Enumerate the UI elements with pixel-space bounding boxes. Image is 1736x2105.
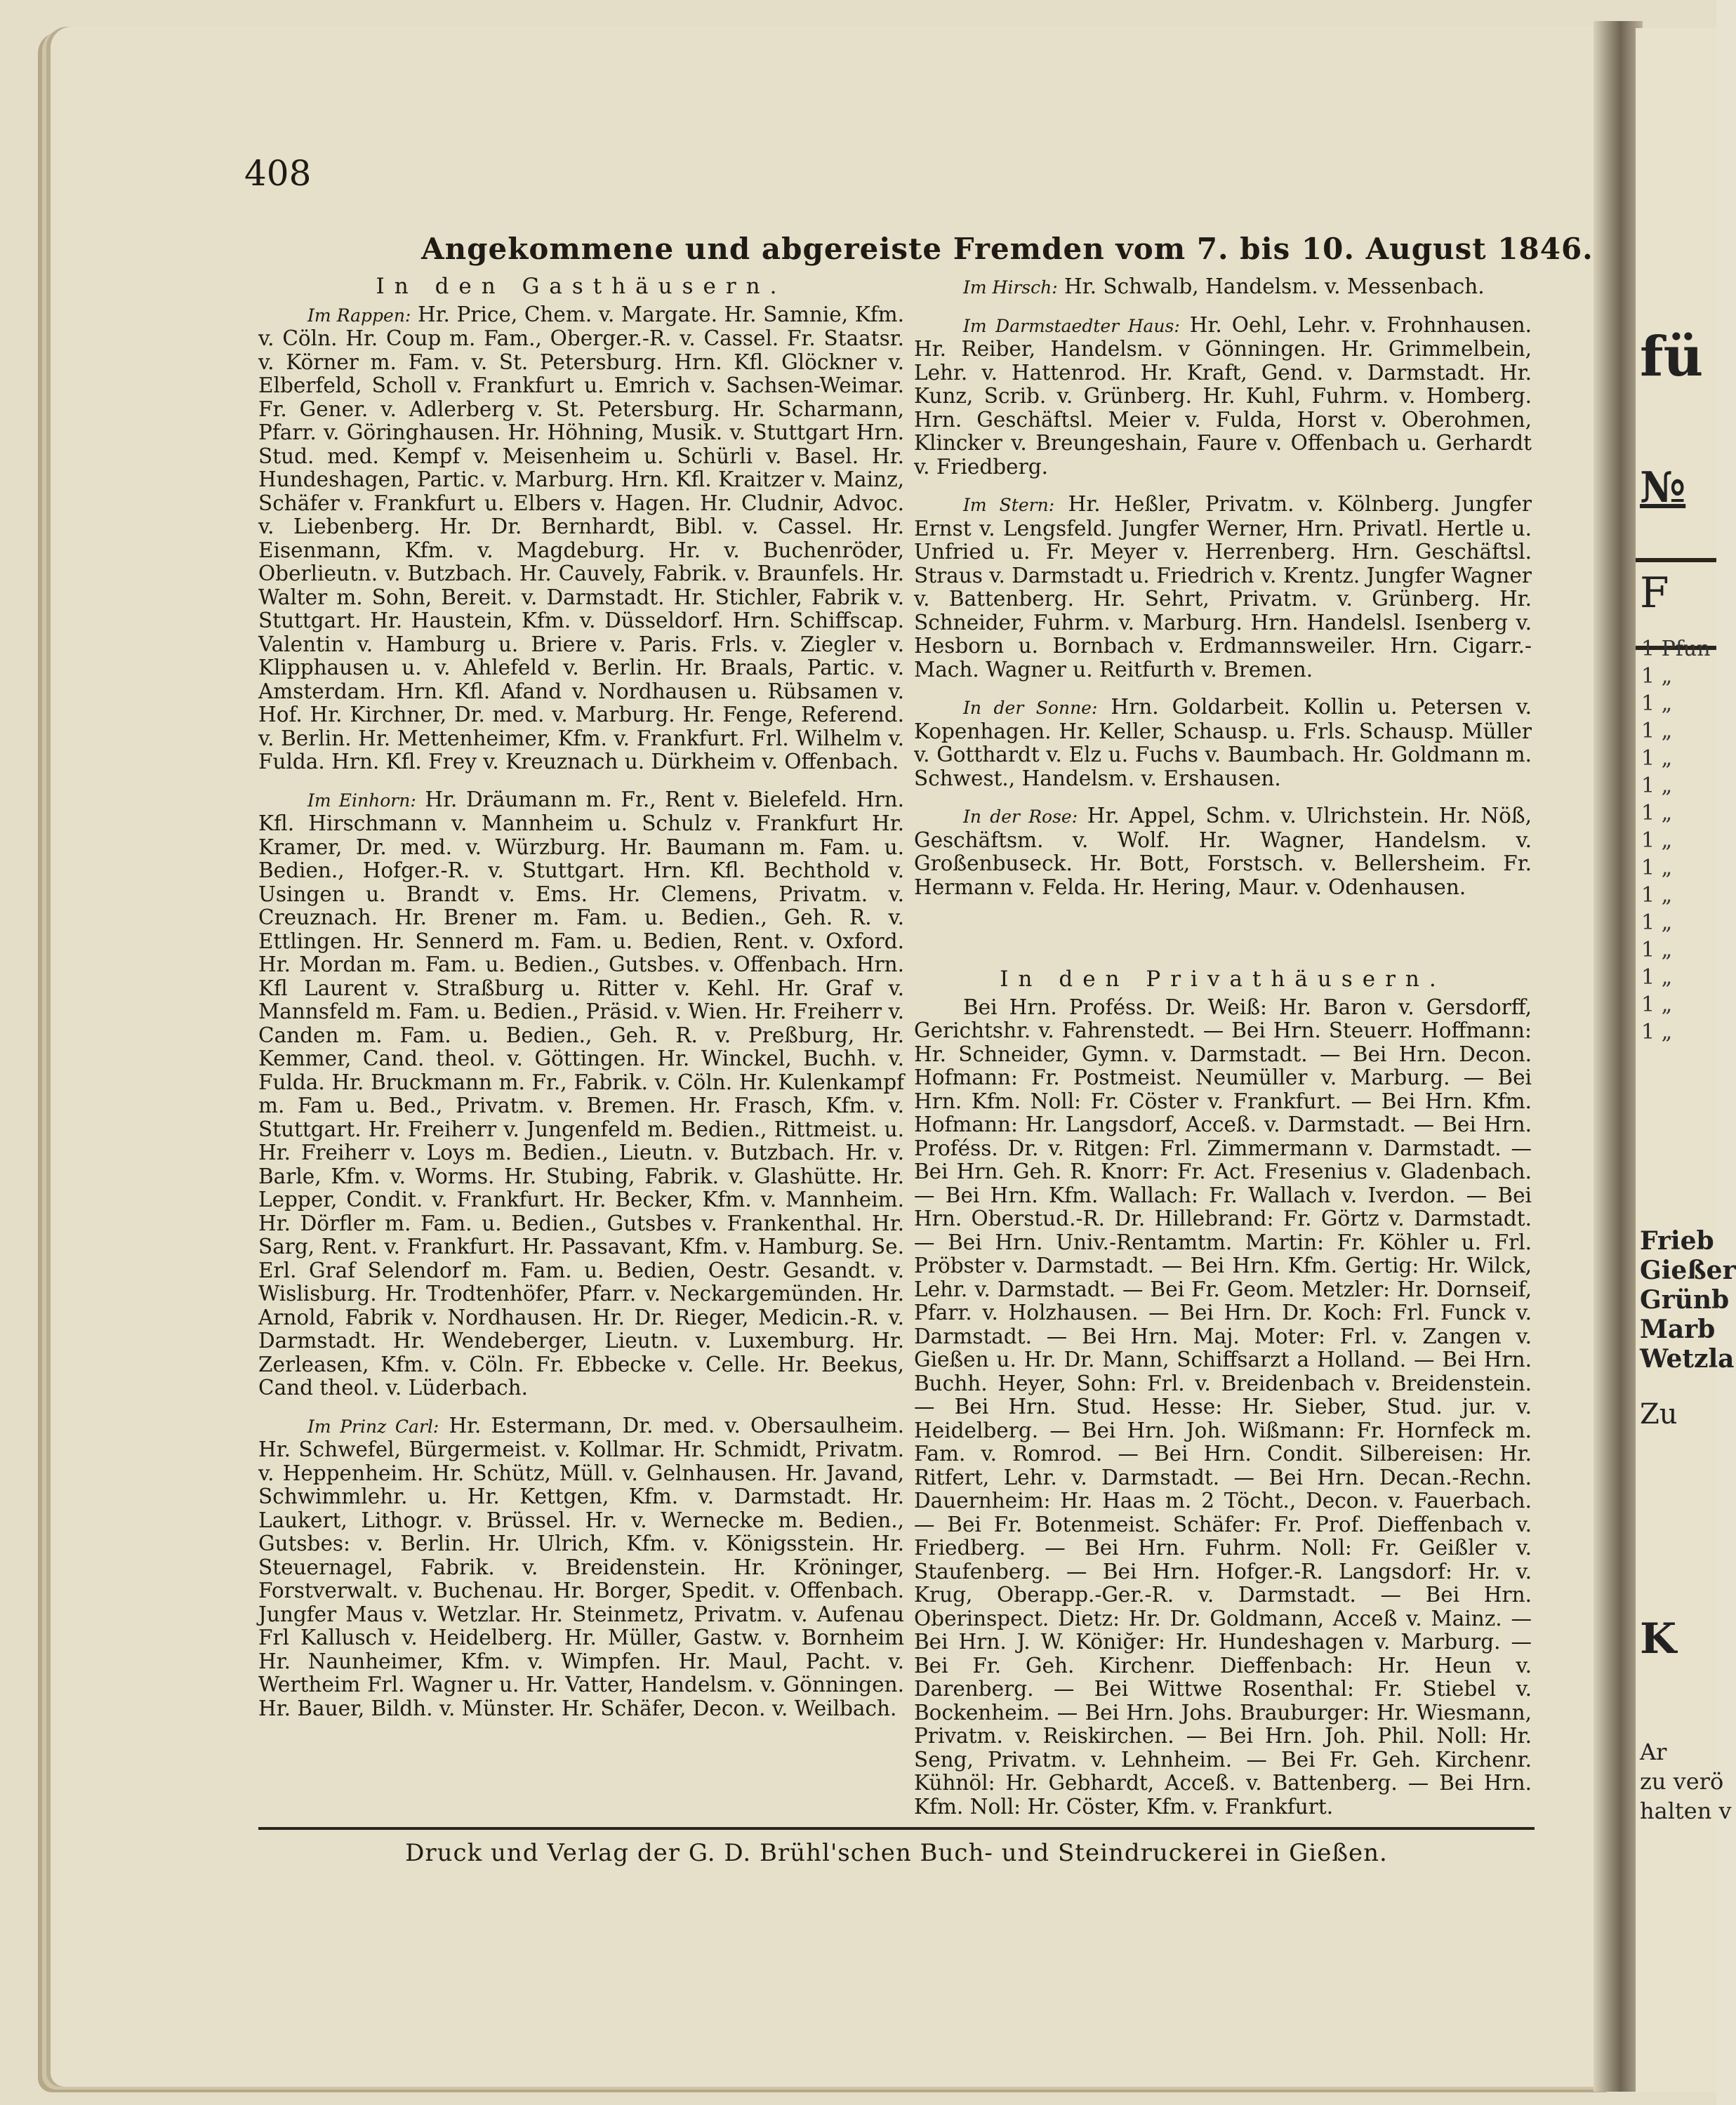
adjacent-fragment: Wetzla [1640,1344,1735,1374]
inn-name: Im Hirsch: [963,277,1058,298]
adjacent-price-row: 1 „ [1641,965,1673,990]
entry-paragraph [914,275,1532,300]
adjacent-price-row: 1 „ [1641,691,1673,716]
left-column [258,275,904,1734]
page-title: Angekommene und abgereiste Fremden vom 7. bis 10. August 1846. [421,232,1593,266]
adjacent-fragment: Grünb [1640,1285,1730,1315]
printer-imprint: Druck und Verlag der G. D. Brühl'schen Buch- und Steindruckerei in Gießen. [405,1839,1388,1867]
adjacent-price-row: 1 „ [1641,938,1673,962]
adjacent-page-fragment [1636,28,1736,2092]
section-heading: In den Gasthäusern. [376,274,787,299]
adjacent-price-row: 1 Pfun [1641,637,1711,661]
entry-text: Hr. Appel, Schm. v. Ulrichstein. Hr. Nöß, Geschäftsm. v. Wolf. Hr. Wagner, Handelsm. v. Großenbuseck. Hr. Bott, Forstsch. v. Bellersheim. Fr. Hermann v. Felda. Hr. Hering, Maur. v. Odenhausen. [914,804,1532,899]
adjacent-price-row: 1 „ [1641,856,1673,880]
adjacent-price-list [1641,635,1711,1046]
adjacent-price-row: 1 „ [1641,828,1673,853]
entry-paragraph [914,804,1532,899]
adjacent-price-row: 1 „ [1641,801,1673,825]
adjacent-fragment: Zu [1640,1398,1678,1430]
inn-name: Im Einhorn: [307,790,416,811]
right-column [914,275,1532,1833]
adjacent-price-row: 1 „ [1641,883,1673,908]
entry-paragraph [258,1414,904,1721]
entry-paragraph [914,696,1532,790]
adjacent-rule [1636,558,1716,562]
entry-paragraph [258,303,904,774]
entry-text: Hr. Schwalb, Handelsm. v. Messenbach. [1064,274,1485,298]
adjacent-fragment: Gießer [1640,1256,1736,1285]
adjacent-fragment: Ar [1640,1739,1667,1765]
entry-text: Hr. Estermann, Dr. med. v. Obersaulheim. Hr. Schwefel, Bürgermeist. v. Kollmar. Hr. Schmidt, Privatm. v. Heppenheim. Hr. Schütz, Müll. v. Gelnhausen. Hr. Javand, Schwimmlehr. u. Hr. Kettgen, Kfm. v. Darmstadt. Hr. Laukert, Lithogr. v. Brüssel. Hr. v. Wernecke m. Bedien., Gutsbes: v. Berlin. Hr. Ulrich, Kfm. v. Königsstein. Hr. Steuernagel, Fabrik. v. Breidenstein. Hr. Kröninger, Forstverwalt. v. Buchenau. Hr. Borger, Spedit. v. Offenbach. Jungfer Maus v. Wetzlar. Hr. Steinmetz, Privatm. v. Aufenau Frl Kallusch v. Heidelberg. Hr. Müller, Gastw. v. Bornheim Hr. Naunheimer, Kfm. v. Wimpfen. Hr. Maul, Pacht. v. Wertheim Frl. Wagner u. Hr. Vatter, Handelsm. v. Gönningen. Hr. Bauer, Bildh. v. Münster. Hr. Schäfer, Decon. v. Weilbach. [258,1413,905,1720]
adjacent-price-row: 1 „ [1641,1020,1673,1044]
inn-name: In der Rose: [963,806,1078,827]
entry-text: Hr. Oehl, Lehr. v. Frohnhausen. Hr. Reiber, Handelsm. v Gönningen. Hr. Grimmelbein, Lehr. v. Hattenrod. Hr. Kraft, Gend. v. Darmstadt. Hr. Kunz, Scrib. v. Grünberg. Hr. Kuhl, Fuhrm. v. Homberg. Hrn. Geschäftsl. Meier v. Fulda, Horst v. Oberohmen, Klincker v. Breungeshain, Faure v. Offenbach u. Gerhardt v. Friedberg. [914,312,1532,479]
adjacent-price-row: 1 „ [1641,910,1673,935]
adjacent-fragment: Marb [1640,1315,1716,1344]
entry-paragraph [914,493,1532,682]
section-heading: In den Privathäusern. [1000,967,1446,992]
adjacent-price-row: 1 „ [1641,664,1673,689]
inn-name: In der Sonne: [963,698,1098,718]
adjacent-fragment: fü [1640,325,1704,389]
adjacent-price-row: 1 „ [1641,746,1673,771]
private-houses-text: Bei Hrn. Proféss. Dr. Weiß: Hr. Baron v. Gersdorff, Gerichtshr. v. Fahrenstedt. — Bei Hrn. Steuerr. Hoffmann: Hr. Schneider, Gymn. v. Darmstadt. — Bei Hrn. Decon. Hofmann: Fr. Postmeist. Neumüller v. Marburg. — Bei Hrn. Kfm. Noll: Fr. Cöster v. Frankfurt. — Bei Hrn. Kfm. Hofmann: Hr. Langsdorf, Acceß. v. Darmstadt. — Bei Hrn. Proféss. Dr. v. Ritgen: Frl. Zimmermann v. Darmstadt. — Bei Hrn. Geh. R. Knorr: Fr. Act. Fresenius v. Gladenbach. — Bei Hrn. Kfm. Wallach: Fr. Wallach v. Iverdon. — Bei Hrn. Oberstud.-R. Dr. Hillebrand: Fr. Görtz v. Darmstadt. — Bei Hrn. Univ.-Rentamtm. Martin: Fr. Köhler u. Frl. Pröbster v. Darmstadt. — Bei Hrn. Kfm. Gertig: Hr. Wilck, Lehr. v. Darmstadt. — Bei Fr. Geom. Metzler: Hr. Dornseif, Pfarr. v. Holzhausen. — Bei Hrn. Dr. Koch: Frl. Funck v. Darmstadt. — Bei Hrn. Maj. Moter: Frl. v. Zangen v. Gießen u. Hr. Dr. Mann, Schiffsarzt a Holland. — Bei Hrn. Buchh. Heyer, Sohn: Frl. v. Breidenbach v. Breidenstein. — Bei Hrn. Stud. Hesse: Hr. Sieber, Stud. jur. v. Heidelberg. — Bei Hrn. Joh. Wißmann: Fr. Hornfeck m. Fam. v. Romrod. — Bei Hrn. Condit. Silbereisen: Hr. Ritfert, Lehr. v. Darmstadt. — Bei Hrn. Decan.-Rechn. Dauernheim: Hr. Haas m. 2 Töcht., Decon. v. Fauerbach. — Bei Fr. Botenmeist. Schäfer: Fr. Prof. Dieffenbach v. Friedberg. — Bei Hrn. Fuhrm. Noll: Fr. Geißler v. Staufenberg. — Bei Hrn. Hofger.-R. Langsdorf: Hr. v. Krug, Oberapp.-Ger.-R. v. Darmstadt. — Bei Hrn. Oberinspect. Dietz: Hr. Dr. Goldmann, Acceß v. Mainz. — Bei Hrn. J. W. Köniğer: Hr. Hundeshagen v. Marburg. — Bei Fr. Geh. Kirchenr. Dieffenbach: Hr. Heun v. Darenberg. — Bei Wittwe Rosenthal: Fr. Stiebel v. Bockenheim. — Bei Hrn. Johs. Brauburger: Hr. Wiesmann, Privatm. v. Reiskirchen. — Bei Hrn. Joh. Phil. Noll: Hr. Seng, Privatm. v. Lehnheim. — Bei Fr. Geh. Kirchenr. Kühnöl: Hr. Gebhardt, Acceß. v. Battenberg. — Bei Hrn. Kfm. Noll: Hr. Cöster, Kfm. v. Frankfurt. [914,995,1532,1819]
adjacent-fragment: № [1640,463,1686,512]
inn-name: Im Darmstaedter Haus: [963,315,1180,336]
entry-text: Hrn. Goldarbeit. Kollin u. Petersen v. Kopenhagen. Hr. Keller, Schausp. u. Frls. Schausp. Müller v. Gotthardt v. Elz u. Fuchs v. Baumbach. Hr. Goldmann m. Schwest., Handelsm. v. Ershausen. [914,695,1532,790]
spacer [914,913,1532,968]
adjacent-fragment: K [1640,1614,1677,1664]
inn-name: Im Stern: [963,495,1055,515]
footer-rule [258,1827,1535,1830]
adjacent-price-row: 1 „ [1641,992,1673,1017]
adjacent-fragment: zu verö [1640,1768,1724,1795]
adjacent-price-row: 1 „ [1641,773,1673,798]
entry-text: Hr. Heßler, Privatm. v. Kölnberg. Jungfer Ernst v. Lengsfeld. Jungfer Werner, Hrn. Privatl. Hertle u. Unfried u. Fr. Meyer v. Herrenberg. Hrn. Geschäftsl. Straus v. Darmstadt u. Friedrich v. Krentz. Jungfer Wagner v. Battenberg. Hr. Sehrt, Privatm. v. Grünberg. Hr. Schneider, Fuhrm. v. Marburg. Hrn. Handelsl. Isenberg v. Hesborn u. Bornbach v. Erdmannsweiler. Hrn. Cigarr.-Mach. Wagner u. Reitfurth v. Bremen. [914,492,1532,682]
page-number: 408 [244,153,312,194]
entry-paragraph [914,314,1532,479]
entry-paragraph [258,788,904,1400]
inn-name: Im Rappen: [307,305,411,326]
adjacent-fragment: halten v [1640,1798,1732,1824]
entry-text: Hr. Price, Chem. v. Margate. Hr. Samnie, Kfm. v. Cöln. Hr. Coup m. Fam., Oberger.-R. v. Cassel. Fr. Staatsr. v. Körner m. Fam. v. St. Petersburg. Hrn. Kfl. Glöckner v. Elberfeld, Scholl v. Frankfurt u. Emrich v. Sachsen-Weimar. Fr. Gener. v. Adlerberg v. St. Petersburg. Hr. Scharmann, Pfarr. v. Göringhausen. Hr. Höhning, Musik. v. Stuttgart Hrn. Stud. med. Kempf v. Meisenheim u. Schürli v. Basel. Hr. Hundeshagen, Partic. v. Marburg. Hrn. Kfl. Kraitzer v. Mainz, Schäfer v. Frankfurt u. Elbers v. Hagen. Hr. Cludnir, Advoc. v. Liebenberg. Hr. Dr. Bernhardt, Bibl. v. Cassel. Hr. Eisenmann, Kfm. v. Magdeburg. Hr. v. Buchenröder, Oberlieutn. v. Butzbach. Hr. Cauvely, Fabrik. v. Braunfels. Hr. Walter m. Sohn, Bereit. v. Darmstadt. Hr. Stichler, Fabrik v. Stuttgart. Hr. Haustein, Kfm. v. Düsseldorf. Hrn. Schiffscap. Valentin v. Hamburg u. Briere v. Paris. Frls. v. Ziegler v. Klipphausen u. v. Ahlefeld v. Berlin. Hr. Braals, Partic. v. Amsterdam. Hrn. Kfl. Afand v. Nordhausen u. Rübsamen v. Hof. Hr. Kirchner, Dr. med. v. Marburg. Hr. Fenge, Referend. v. Berlin. Hr. Mettenheimer, Kfm. v. Frankfurt. Frl. Wilhelm v. Fulda. Hrn. Kfl. Frey v. Kreuznach u. Dürkheim v. Offenbach. [258,302,904,773]
adjacent-fragment: F [1640,569,1669,618]
adjacent-fragment: Frieb [1640,1226,1714,1256]
adjacent-price-row: 1 „ [1641,719,1673,743]
entry-text: Hr. Dräumann m. Fr., Rent v. Bielefeld. Hrn. Kfl. Hirschmann v. Mannheim u. Schulz v. Frankfurt Hr. Kramer, Dr. med. v. Würzburg. Hr. Baumann m. Fam. u. Bedien., Hofger.-R. v. Stuttgart. Hrn. Kfl. Bechthold v. Usingen u. Brandt v. Ems. Hr. Clemens, Privatm. v. Creuznach. Hr. Brener m. Fam. u. Bedien., Geh. R. v. Ettlingen. Hr. Sennerd m. Fam. u. Bedien, Rent. v. Oxford. Hr. Mordan m. Fam. u. Bedien., Gutsbes. v. Offenbach. Hrn. Kfl Laurent v. Straßburg u. Ritter v. Kehl. Hr. Graf v. Mannsfeld m. Fam. u. Bedien., Präsid. v. Wien. Hr. Freiherr v. Canden m. Fam. u. Bedien., Geh. R. v. Preßburg, Hr. Kemmer, Cand. theol. v. Göttingen. Hr. Winckel, Buchh. v. Fulda. Hr. Bruckmann m. Fr., Fabrik. v. Cöln. Hr. Kulenkampf m. Fam u. Bed., Privatm. v. Bremen. Hr. Frasch, Kfm. v. Stuttgart. Hr. Freiherr v. Jungenfeld m. Bedien., Rittmeist. u. Hr. Freiherr v. Loys m. Bedien., Lieutn. v. Butzbach. Hr. v. Barle, Kfm. v. Worms. Hr. Stubing, Fabrik. v. Glashütte. Hr. Lepper, Condit. v. Frankfurt. Hr. Becker, Kfm. v. Mannheim. Hr. Dörfler m. Fam. u. Bedien., Gutsbes v. Frankenthal. Hr. Sarg, Rent. v. Frankfurt. Hr. Passavant, Kfm. v. Hamburg. Se. Erl. Graf Selendorf m. Fam. u. Bedien, Oestr. Gesandt. v. Wislisburg. Hr. Trodtenhöfer, Pfarr. v. Neckargemünden. Hr. Arnold, Fabrik v. Nordhausen. Hr. Dr. Rieger, Medicin.-R. v. Darmstadt. Hr. Wendeberger, Lieutn. v. Luxemburg. Hr. Zerleasen, Kfm. v. Cöln. Fr. Ebbecke v. Celle. Hr. Beekus, Cand theol. v. Lüderbach. [258,787,904,1400]
inn-name: Im Prinz Carl: [307,1416,439,1437]
